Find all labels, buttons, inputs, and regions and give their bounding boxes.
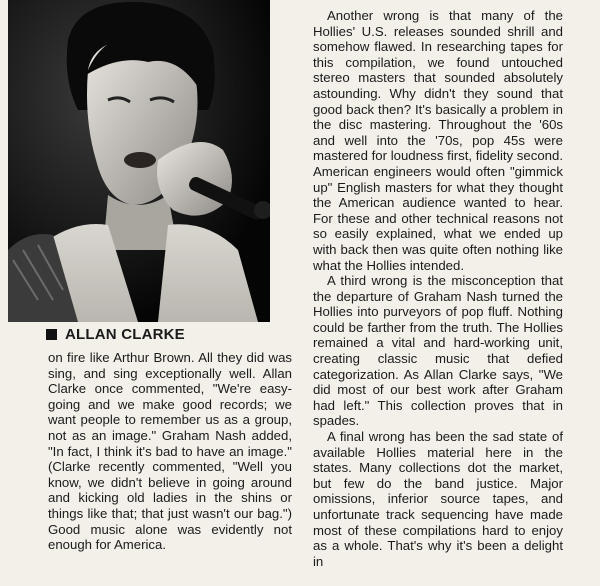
- right-column: [313, 8, 563, 569]
- left-paragraph: on fire like Arthur Brown. All they did was sing, and sing exceptionally well. Allan Clarke once commented, "We're easy-going and we make good records; we want people to remember us as a group, not as an image." Graham Nash added, "In fact, I think it's bad to have an image." (Clarke recently commented, "Well you know, we didn't believe in going around and kicking old ladies in the shins or things like that; that just wasn't our bag.") Good music alone was evidently not enough for America.: [48, 350, 292, 553]
- singer-photo: [8, 0, 270, 322]
- left-column: [48, 350, 292, 553]
- right-paragraph-1: Another wrong is that many of the Hollies' U.S. releases sounded shrill and somehow flawed. In researching tapes for this compilation, we found untouched stereo masters that sounded absolutely astounding. Why didn't they sound that good back then? It's basically a problem in the disc mastering. Throughout the '60s and well into the '70s, pop 45s were mastered for loudness first, fidelity second. American engineers would often "gimmick up" English masters for what they thought the American audience wanted to hear. For these and other technical reasons not so easily explained, what we ended up with back then was quite often nothing like what the Hollies intended.: [313, 8, 563, 273]
- photo-caption: [46, 326, 185, 343]
- right-paragraph-3: A final wrong has been the sad state of available Hollies material here in the states. Many collections dot the market, but few do the band justice. Major omissions, inferior source tapes, and unfortunate track sequencing have made most of these compilations hard to enjoy as a whole. That's why it's been a delight in: [313, 429, 563, 569]
- caption-name: ALLAN CLARKE: [65, 326, 185, 343]
- caption-square-icon: [46, 329, 57, 340]
- right-paragraph-2: A third wrong is the misconception that the departure of Graham Nash turned the Hollies into purveyors of pop fluff. Nothing could be farther from the truth. The Hollies remained a vital and hard-working unit, creating classic music that defied categorization. As Allan Clarke says, "We did most of our best work after Graham had left." This collection proves that in spades.: [313, 273, 563, 429]
